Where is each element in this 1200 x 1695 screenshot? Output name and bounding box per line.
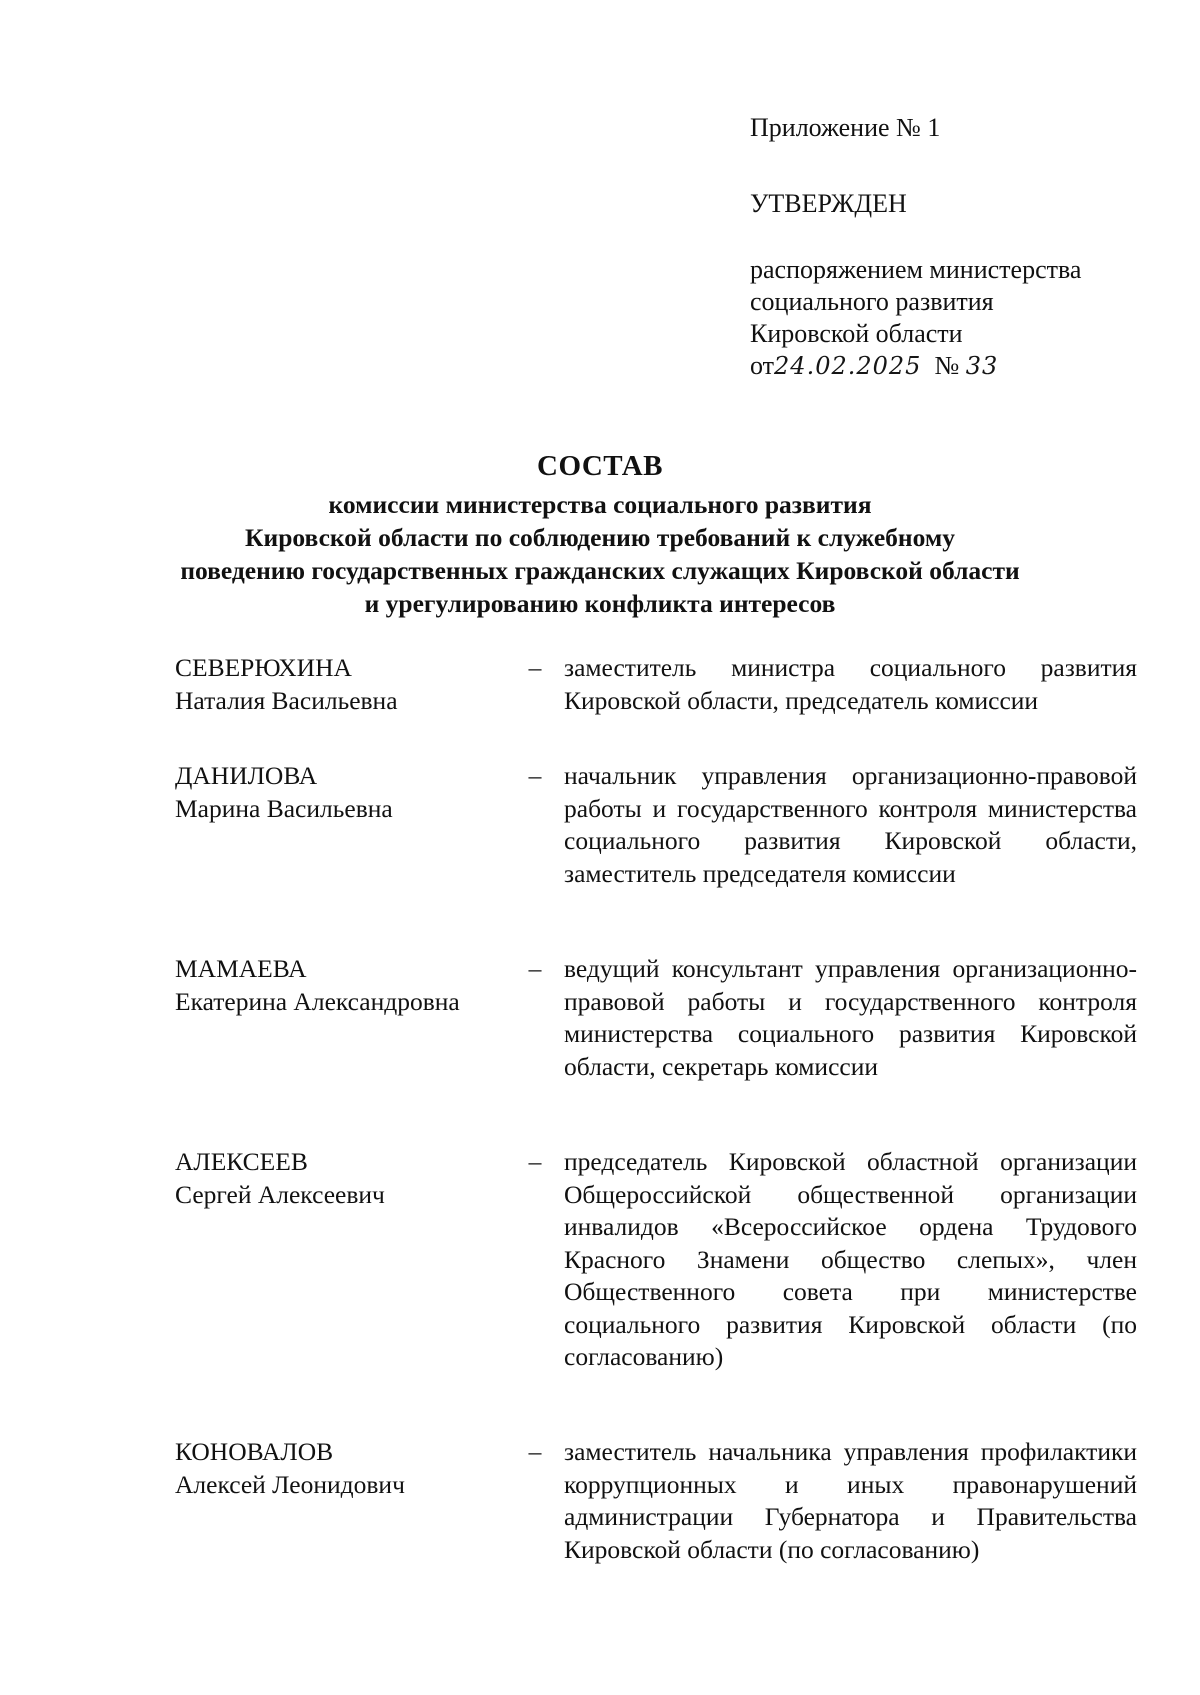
member-role: заместитель министра социального развития Кировской области, председатель комиссии xyxy=(564,653,1137,715)
handwritten-date: 24.02.2025 xyxy=(774,352,922,380)
member-name xyxy=(175,1436,505,1501)
document-heading xyxy=(0,448,1200,620)
order-line-2: социального развития xyxy=(750,287,994,316)
order-line-1: распоряжением министерства xyxy=(750,255,1082,284)
order-date-line xyxy=(750,350,1170,382)
subtitle-line-4: и урегулированию конфликта интересов xyxy=(364,589,836,618)
member-given-names: Екатерина Александровна xyxy=(175,986,460,1016)
member-surname: МАМАЕВА xyxy=(175,954,307,983)
document-subtitle xyxy=(0,488,1200,620)
member-entry xyxy=(175,760,1137,953)
member-role: председатель Кировской областной организации Общероссийской общественной организации инвалидов «Всероссийское ордена Трудового Красного Знамени общество слепых», член Общественного совета при министерстве социального развития Кировской области (по согласованию) xyxy=(564,1147,1137,1371)
member-role: ведущий консультант управления организационно-правовой работы и государственного контроля министерства социального развития Кировской области, секретарь комиссии xyxy=(564,954,1137,1081)
order-reference xyxy=(750,254,1170,382)
number-prefix: № xyxy=(934,351,960,380)
member-given-names: Сергей Алексеевич xyxy=(175,1179,385,1209)
member-given-names: Марина Васильевна xyxy=(175,793,393,823)
subtitle-line-1: комиссии министерства социального развития xyxy=(328,490,872,519)
member-given-names: Наталия Васильевна xyxy=(175,685,398,715)
commission-members-list xyxy=(175,652,1137,1596)
member-role: начальник управления организационно-правовой работы и государственного контроля министерства социального развития Кировской области, заместитель председателя комиссии xyxy=(564,761,1137,888)
member-surname: СЕВЕРЮХИНА xyxy=(175,653,352,682)
member-entry xyxy=(175,652,1137,760)
separator-dash: – xyxy=(528,1147,542,1176)
member-given-names: Алексей Леонидович xyxy=(175,1469,405,1499)
member-entry xyxy=(175,953,1137,1146)
subtitle-line-2: Кировской области по соблюдению требований к служебному xyxy=(245,523,955,552)
annex-number: Приложение № 1 xyxy=(750,113,941,142)
date-prefix: от xyxy=(750,351,775,380)
member-surname: КОНОВАЛОВ xyxy=(175,1437,334,1466)
member-surname: ДАНИЛОВА xyxy=(175,761,318,790)
approval-stamp-block xyxy=(750,112,1170,382)
member-entry xyxy=(175,1146,1137,1436)
separator-dash: – xyxy=(528,761,542,790)
member-name xyxy=(175,1146,505,1211)
separator-dash: – xyxy=(528,1437,542,1466)
subtitle-line-3: поведению государственных гражданских служащих Кировской области xyxy=(180,556,1020,585)
order-line-3: Кировской области xyxy=(750,319,963,348)
approved-label: УТВЕРЖДЕН xyxy=(750,189,907,218)
member-name xyxy=(175,953,505,1018)
member-surname: АЛЕКСЕЕВ xyxy=(175,1147,308,1176)
member-name xyxy=(175,652,505,717)
separator-dash: – xyxy=(528,653,542,682)
separator-dash: – xyxy=(528,954,542,983)
member-role: заместитель начальника управления профилактики коррупционных и иных правонарушений администрации Губернатора и Правительства Кировской области (по согласованию) xyxy=(564,1437,1137,1564)
member-entry xyxy=(175,1436,1137,1596)
document-title: СОСТАВ xyxy=(537,450,663,482)
member-name xyxy=(175,760,505,825)
handwritten-number: 33 xyxy=(965,352,999,380)
